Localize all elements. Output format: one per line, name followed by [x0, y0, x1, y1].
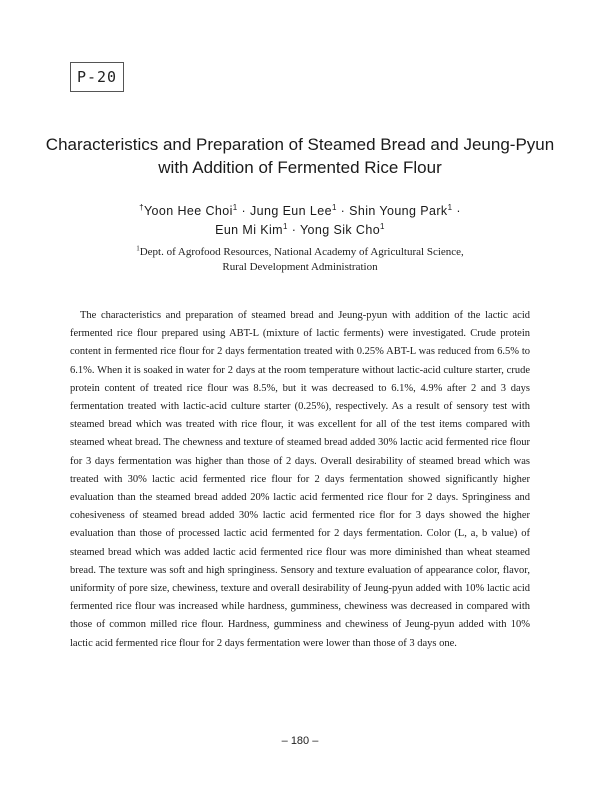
abstract-body: The characteristics and preparation of steamed bread and Jeung-pyun with addition of the lactic acid fermented rice flour prepared using ABT-L (mixture of lactic ferments) were investigated. Crude protein content in fermented rice flour for 2 days fermentation treated with 0.25% ABT-L was reduced from 6.5% to 6.1%. When it is soaked in water for 2 days at the room temperature without lactic-acid culture starter, crude protein content of treated rice flour was 8.5%, but it was decreased to 6.1%, 4.9% after 2 and 3 days fermentation treated with lactic-acid culture starter (0.25%), respectively. As a result of sensory test with steamed bread which was treated with rice flour, it was excellent for all of the test items compared with steamed wheat bread. The chewness and texture of steamed bread added 30% lactic acid fermented rice flour for 3 days fermentation was higher than those of 2 days. Overall desirability of steamed bread which was treated with 30% lactic acid fermented rice flour for 2 days fermentation showed significantly higher evaluation than the steamed bread added 20% lactic acid fermented rice flour for 2 days. Springiness and cohesiveness of steamed bread added 30% lactic acid fermented rice flor for 3 days showed the higher evaluation than those of processed lactic acid fermented for 2 days fermentation. Color (L, a, b value) of steamed bread which was added lactic acid fermented rice flour was more diminished than wheat steamed bread. The texture was soft and high springiness. Sensory and texture evaluation of appearance color, flavor, uniformity of pore size, chewiness, texture and overall desirability of Jeung-pyun added with 10% lactic acid fermented rice flour was increased while hardness, gumminess, chewiness was decreased in compared with those of common milled rice flour. Hardness, gumminess and chewiness of Jeung-pyun added with 10% lactic acid fermented rice flour for 2 days fermentation were lower than those of 3 days one. — [70, 310, 530, 649]
author-affiliation-mark: 1 — [232, 202, 238, 212]
author-separator: · — [340, 204, 346, 218]
paper-title — [40, 133, 560, 179]
author-affiliation-mark: 1 — [380, 221, 385, 231]
title-line-2: with Addition of Fermented Rice Flour — [158, 158, 442, 177]
author-separator: · — [241, 204, 247, 218]
affiliation-text: Dept. of Agrofood Resources, National Academy of Agricultural Science, — [139, 246, 464, 258]
author-affiliation-mark: 1 — [282, 221, 288, 231]
abstract-code-box — [70, 62, 124, 92]
affiliation-mark: 1 — [136, 244, 140, 253]
author-list — [40, 202, 560, 240]
title-line-1: Characteristics and Preparation of Steamed Bread and Jeung-Pyun — [45, 135, 555, 154]
corresponding-mark: † — [139, 202, 144, 212]
abstract-code: P-20 — [76, 68, 118, 86]
author-name: Shin Young Park — [349, 204, 448, 218]
author-affiliation-mark: 1 — [331, 202, 337, 212]
author-line-2 — [40, 221, 560, 240]
affiliation-line-2: Rural Development Administration — [222, 261, 378, 273]
author-name: Eun Mi Kim — [215, 223, 283, 237]
affiliation-line-1 — [40, 245, 560, 260]
author-line-1 — [40, 202, 560, 221]
affiliation — [40, 245, 560, 275]
author-name: Yong Sik Cho — [299, 223, 381, 237]
author-name: Jung Eun Lee — [249, 204, 332, 218]
author-affiliation-mark: 1 — [447, 202, 453, 212]
author-name: Yoon Hee Choi — [143, 204, 233, 218]
page-number: – 180 – — [281, 735, 319, 747]
author-separator: · — [456, 204, 461, 218]
author-separator: · — [291, 223, 297, 237]
